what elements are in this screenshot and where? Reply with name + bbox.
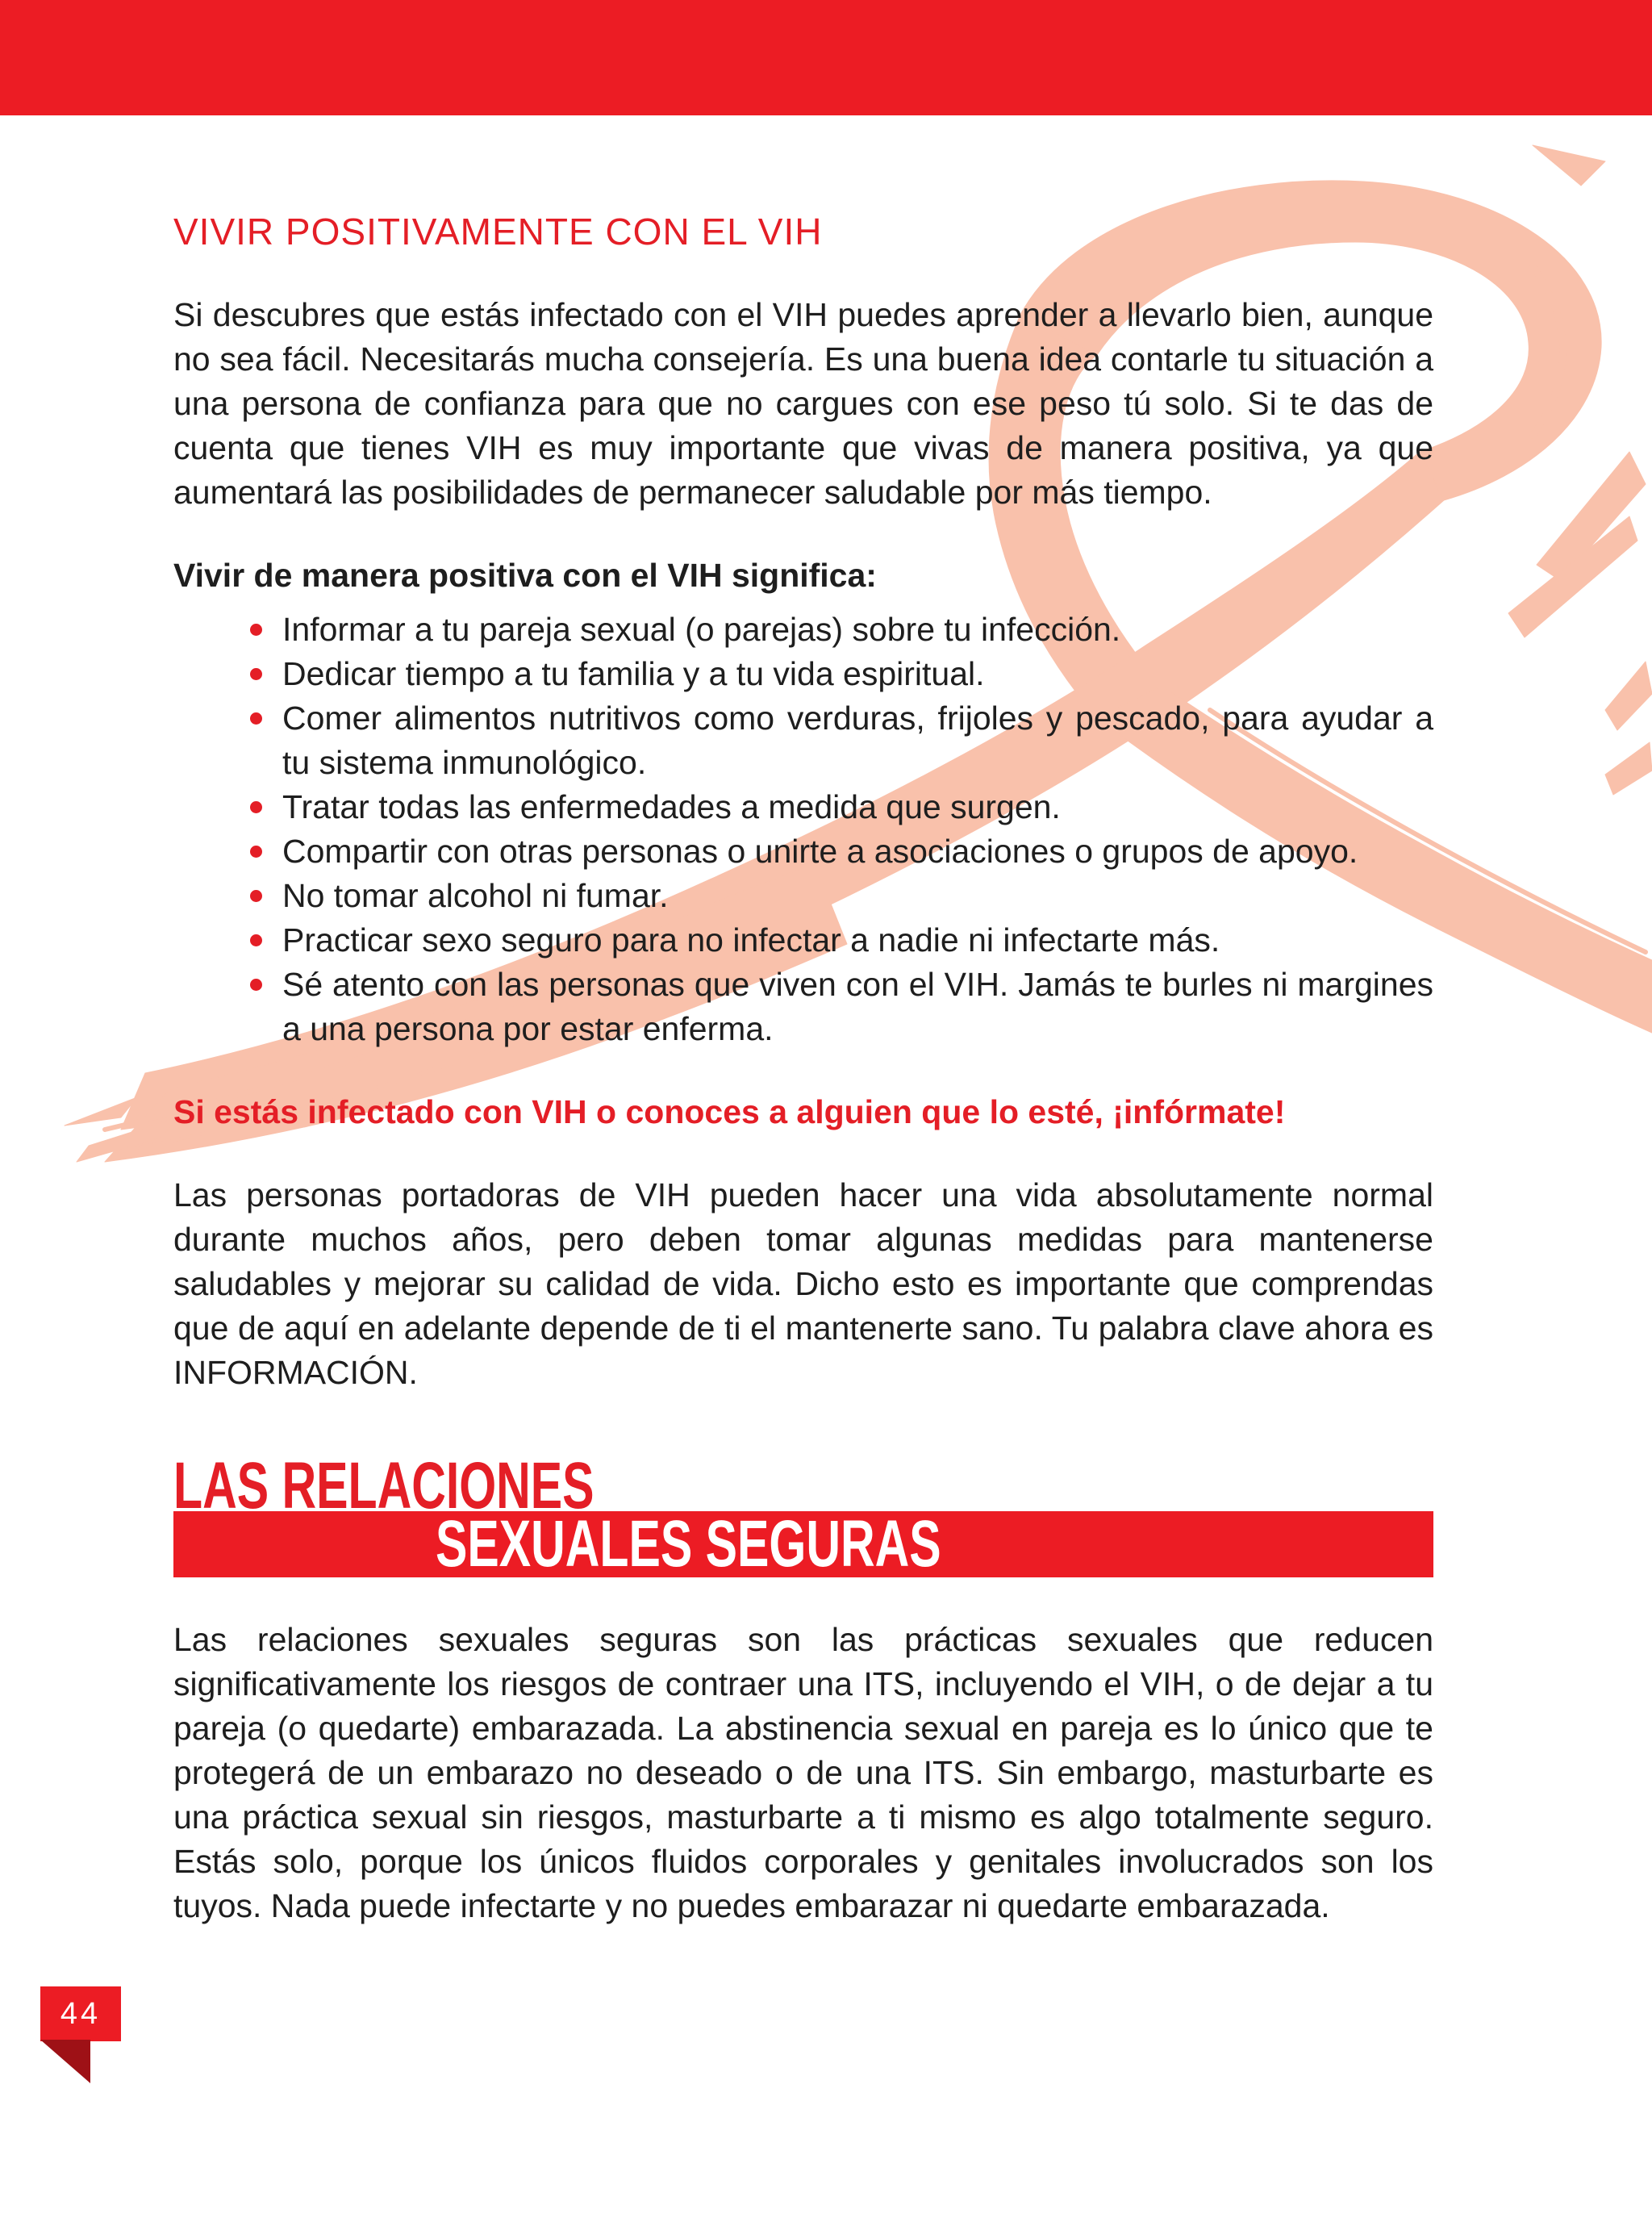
callout-text: Si estás infectado con VIH o conoces a alguien que lo esté, ¡infórmate!: [173, 1093, 1286, 1131]
chapter-title-line1: LAS RELACIONES: [173, 1449, 594, 1523]
closing-paragraph: Las relaciones sexuales seguras son las prácticas sexuales que reducen significativamente los riesgos de contraer una ITS, incluyendo el VIH, o de dejar a tu pareja (o quedarte) embarazada. La abstinencia sexual en pareja es lo único que te protegerá de un embarazo no deseado o de una ITS. Sin embargo, masturbarte es una práctica sexual sin riesgos, masturbarte a ti mismo es algo totalmente seguro. Estás solo, porque los únicos fluidos corporales y genitales involucrados son los tuyos. Nada puede infectarte y no puedes embarazar ni quedarte embarazada.: [173, 1621, 1433, 1925]
info-paragraph: Las personas portadoras de VIH pueden hacer una vida absolutamente normal durante muchos años, pero deben tomar algunas medidas para mantenerse saludables y mejorar su calidad de vida. Dicho esto es importante que comprendas que de aquí en adelante depende de ti el mantenerte sano. Tu palabra clave ahora es INFORMACIÓN.: [173, 1176, 1433, 1392]
list-item: Tratar todas las enfermedades a medida que surgen.: [282, 785, 1433, 829]
bullet-list: [173, 608, 1433, 1051]
intro-paragraph: Si descubres que estás infectado con el VIH puedes aprender a llevarlo bien, aunque no sea fácil. Necesitarás mucha consejería. Es una buena idea contarle tu situación a una persona de confianza para que no cargues con ese peso tú solo. Si te das de cuenta que tienes VIH es muy importante que vivas de manera positiva, ya que aumentará las posibilidades de permanecer saludable por más tiempo.: [173, 296, 1433, 512]
list-item: Informar a tu pareja sexual (o parejas) sobre tu infección.: [282, 608, 1433, 652]
list-item: Compartir con otras personas o unirte a asociaciones o grupos de apoyo.: [282, 829, 1433, 874]
list-item: Practicar sexo seguro para no infectar a nadie ni infectarte más.: [282, 918, 1433, 963]
list-item: Sé atento con las personas que viven con el VIH. Jamás te burles ni margines a una persona por estar enferma.: [282, 963, 1433, 1051]
list-item: No tomar alcohol ni fumar.: [282, 874, 1433, 918]
section-heading: VIVIR POSITIVAMENTE CON EL VIH: [173, 211, 823, 253]
list-item: Dedicar tiempo a tu familia y a tu vida espiritual.: [282, 652, 1433, 696]
chapter-title-line2: SEXUALES SEGURAS: [436, 1507, 941, 1581]
page-number: 44: [40, 1986, 121, 2041]
chapter-title: [173, 1449, 1433, 1581]
list-item: Comer alimentos nutritivos como verduras, frijoles y pescado, para ayudar a tu sistema inmunológico.: [282, 696, 1433, 785]
page-tab-icon: [40, 2040, 90, 2083]
list-heading: Vivir de manera positiva con el VIH significa:: [173, 557, 877, 595]
page-content: [173, 210, 1433, 1928]
